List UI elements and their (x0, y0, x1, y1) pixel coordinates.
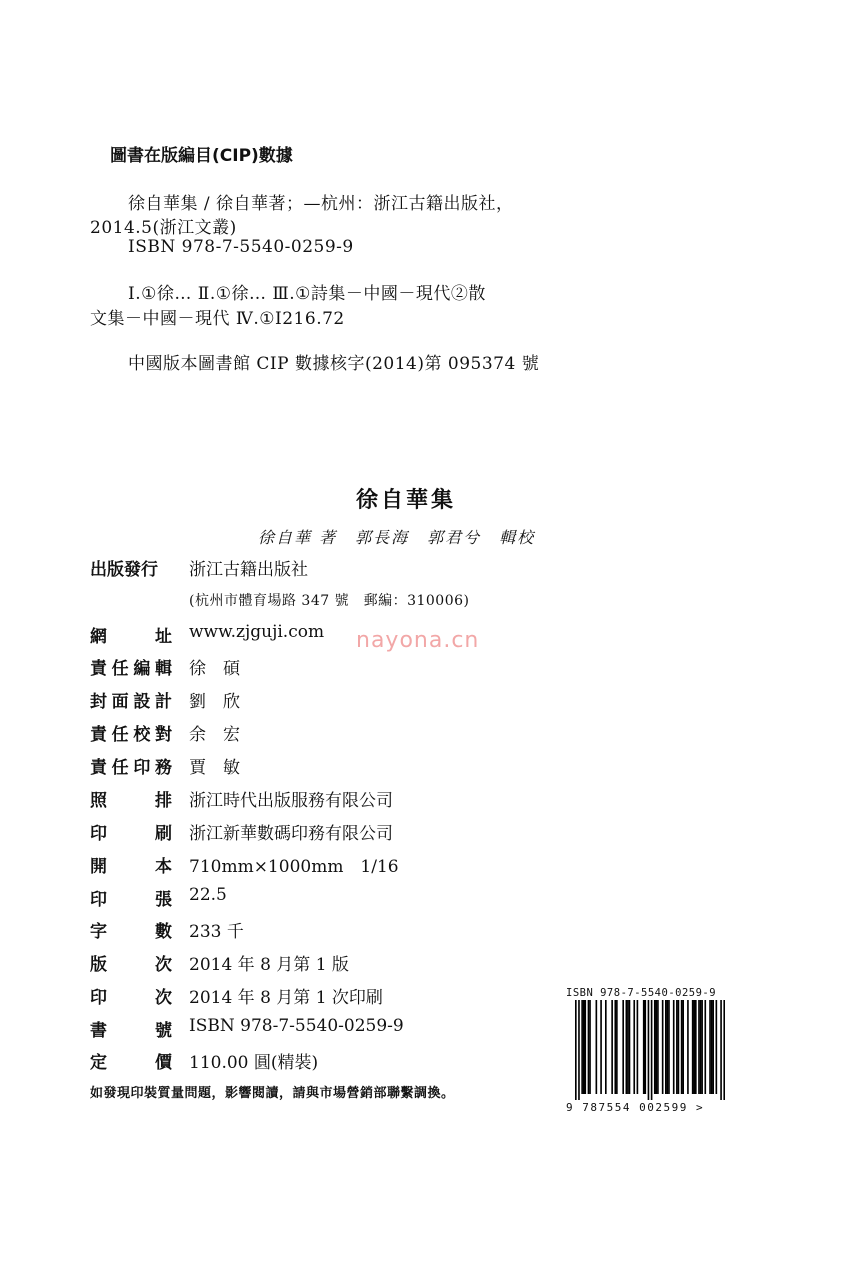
barcode-bar (673, 1000, 675, 1094)
barcode-bar (682, 1000, 684, 1094)
barcode-bar (637, 1000, 639, 1094)
barcode-bar (578, 1000, 580, 1100)
barcode-bar (627, 1000, 629, 1094)
barcode-bar (700, 1000, 702, 1094)
barcode-digits: 9 787554 002599 > (566, 1101, 705, 1114)
barcode-bar (643, 1000, 645, 1094)
barcode-bar (698, 1000, 700, 1094)
barcode-bar (720, 1000, 722, 1100)
detail-value: 余 宏 (189, 725, 240, 745)
detail-value[interactable]: www.zjguji.com (189, 622, 325, 642)
watermark: nayona.cn (356, 628, 480, 653)
detail-label: 印 次 (90, 988, 172, 1008)
detail-label: 網 址 (90, 627, 172, 647)
cip-isbn-line: ISBN 978-7-5540-0259-9 (128, 237, 354, 257)
barcode-bar (616, 1000, 618, 1094)
detail-value: 233 千 (189, 922, 244, 942)
barcode-bar (687, 1000, 689, 1094)
publisher-address: (杭州市體育場路 347 號 郵編：310006) (189, 593, 470, 609)
detail-value: ISBN 978-7-5540-0259-9 (189, 1016, 404, 1036)
barcode-bar (676, 1000, 678, 1094)
barcode-isbn-text: ISBN 978-7-5540-0259-9 (566, 987, 717, 999)
barcode-bar (575, 1000, 577, 1100)
barcode-bar (629, 1000, 631, 1094)
barcode-bar (665, 1000, 667, 1094)
barcode-bar (692, 1000, 694, 1094)
barcode-bar (583, 1000, 585, 1094)
detail-value: 賈 敏 (189, 758, 240, 778)
book-title: 徐自華集 (356, 488, 457, 513)
detail-label: 責 任 印 務 (90, 758, 172, 778)
barcode-bar (695, 1000, 697, 1094)
barcode-bar (651, 1000, 653, 1100)
barcode-bar (611, 1000, 613, 1094)
barcode-bar (648, 1000, 650, 1100)
barcode-bar (633, 1000, 635, 1094)
cip-heading: 圖書在版編目(CIP)數據 (110, 146, 293, 166)
barcode-bar (709, 1000, 711, 1094)
detail-value: 劉 欣 (189, 692, 240, 712)
detail-value: 710mm×1000mm 1/16 (189, 857, 399, 877)
cip-title-line: 徐自華集 / 徐自華著；—杭州：浙江古籍出版社， (128, 194, 514, 214)
detail-label: 責 任 編 輯 (90, 659, 172, 679)
cip-subject-line-cont: 文集－中國－現代 Ⅳ.①I216.72 (90, 309, 345, 329)
detail-label: 書 號 (90, 1021, 172, 1041)
cip-series-line: 2014.5(浙江文叢) (90, 218, 237, 238)
barcode-bar (681, 1000, 683, 1094)
detail-label: 責 任 校 對 (90, 725, 172, 745)
detail-label: 封 面 設 計 (90, 692, 172, 712)
detail-label: 開 本 (90, 857, 172, 877)
barcode-bar (600, 1000, 602, 1094)
barcode-bar (656, 1000, 658, 1094)
detail-label: 印 張 (90, 890, 172, 910)
book-credits: 徐自華 著 郭長海 郭君兮 輯校 (258, 528, 536, 547)
barcode-bar (723, 1000, 725, 1100)
detail-label: 照 排 (90, 791, 172, 811)
publisher-value: 浙江古籍出版社 (189, 560, 308, 580)
detail-label: 印 刷 (90, 824, 172, 844)
detail-value: 浙江時代出版服務有限公司 (189, 791, 393, 811)
detail-value: 2014 年 8 月第 1 次印刷 (189, 988, 383, 1008)
barcode-bar (693, 1000, 695, 1094)
barcode-bar (678, 1000, 680, 1094)
barcode-bar (704, 1000, 706, 1094)
barcode-bar (668, 1000, 670, 1094)
detail-value: 22.5 (189, 885, 227, 905)
barcode-bar (711, 1000, 713, 1094)
barcode-bar (662, 1000, 664, 1094)
cip-subject-line: Ⅰ.①徐… Ⅱ.①徐… Ⅲ.①詩集－中國－現代②散 (128, 284, 486, 304)
detail-value: 110.00 圓(精裝) (189, 1053, 319, 1073)
barcode-bar (644, 1000, 646, 1094)
cip-record-number: 中國版本圖書館 CIP 數據核字(2014)第 095374 號 (128, 354, 540, 374)
barcode-bar (584, 1000, 586, 1094)
barcode-bar (614, 1000, 616, 1094)
detail-label: 版 次 (90, 955, 172, 975)
barcode-bar (716, 1000, 718, 1094)
barcode-bar (654, 1000, 656, 1094)
detail-value: 2014 年 8 月第 1 版 (189, 955, 349, 975)
barcode-icon (575, 1000, 725, 1100)
publisher-label: 出版發行 (90, 560, 158, 580)
detail-value: 浙江新華數碼印務有限公司 (189, 824, 393, 844)
barcode-bar (701, 1000, 703, 1094)
barcode-bar (712, 1000, 714, 1094)
barcode-bar (622, 1000, 624, 1094)
barcode-bar (588, 1000, 590, 1094)
barcode-bar (667, 1000, 669, 1094)
quality-notice: 如發現印裝質量問題，影響閱讀，請與市場營銷部聯繫調換。 (90, 1086, 455, 1101)
barcode-bar (605, 1000, 607, 1094)
detail-value: 徐 碩 (189, 659, 240, 679)
barcode-bar (596, 1000, 598, 1094)
detail-label: 定 價 (90, 1053, 172, 1073)
barcode-bar (626, 1000, 628, 1094)
barcode-bar (581, 1000, 583, 1094)
detail-label: 字 數 (90, 922, 172, 942)
barcode-bar (589, 1000, 591, 1094)
barcode-bar (657, 1000, 659, 1094)
